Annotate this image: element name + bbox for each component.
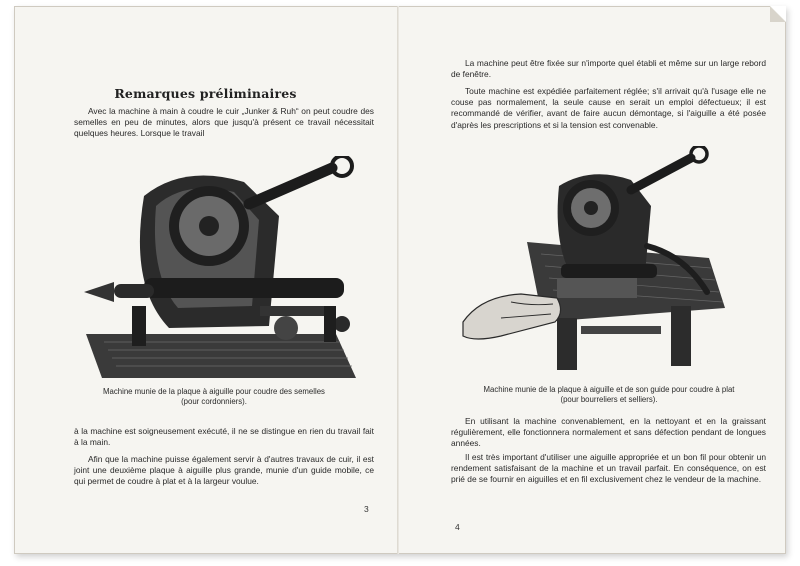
page-title: Remarques préliminaires [114,86,297,101]
figure-caption-line: Machine munie de la plaque à aiguille pour coudre des semelles [103,387,325,396]
factory-adjusted-paragraph: Toute machine est expédiée parfaitement réglée; s'il arrivait qu'à l'usage elle ne couse pas normalement, la seule cause en serait un emploi défectueux; il est recommandé de vérifier, avant de faire aucun démontage, si l'aiguille a été posée d'après les prescriptions et si la tension est convenable. [451,86,766,130]
needle-thread-paragraph: Il est très important d'utiliser une aiguille appropriée et un bon fil pour obtenir un rendement satisfaisant de la machine et un travail parfait. En conséquence, on est prié de se fournir en aiguilles et en fil exclusivement chez le vendeur de la machine. [451,452,766,485]
left-page [14,6,397,554]
continuation-paragraph: à la machine est soigneusement exécuté, il ne se distingue en rien du travail fait à la main. [74,426,374,448]
page-number: 4 [455,522,460,532]
figure-caption [439,385,779,405]
figure-caption-line: (pour cordonniers). [181,397,247,406]
maintenance-paragraph: En utilisant la machine convenablement, en la nettoyant et en la graissant régulièrement, elle fonctionnera normalement et sans défection pendant de longues années. [451,416,766,449]
sole-sewing-machine-illustration [74,156,384,384]
flat-sewing-machine-illustration [461,146,751,374]
page-number: 3 [364,504,369,514]
figure-caption-line: Machine munie de la plaque à aiguille et de son guide pour coudre à plat [483,385,735,394]
second-plate-paragraph: Afin que la machine puisse également servir à d'autres travaux de cuir, il est joint une deuxième plaque à aiguille plus grande, munie d'un guide mobile, ce qui permet de coudre à plat et à la largeur voulue. [74,454,374,487]
intro-paragraph: Avec la machine à main à coudre le cuir „Junker & Ruh“ on peut coudre des semelles en peu de minutes, alors que jusqu'à présent ce travail nécessitait quelques heures. Lorsque le travail [74,106,374,139]
right-page [399,6,786,554]
mounting-paragraph: La machine peut être fixée sur n'importe quel établi et même sur un large rebord de fenêtre. [451,58,766,80]
figure-caption-line: (pour bourreliers et selliers). [560,395,658,404]
figure-caption [54,387,374,407]
